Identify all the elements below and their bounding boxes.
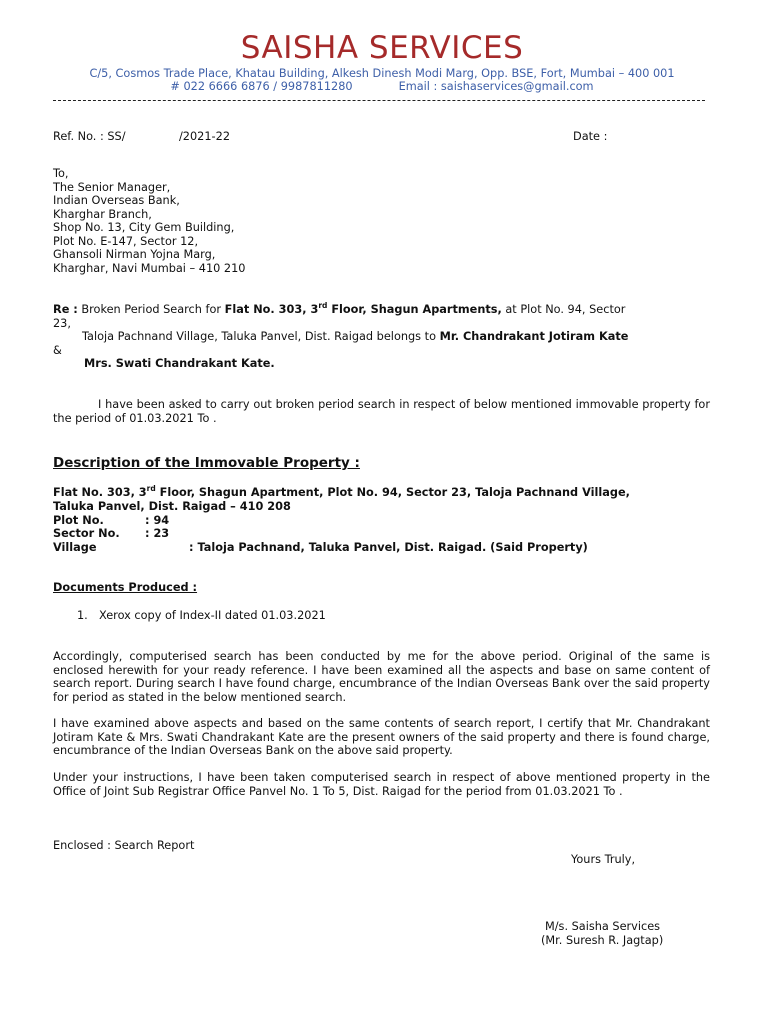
village-label: Village — [53, 541, 97, 554]
recipient-address — [53, 167, 246, 275]
sector-value: : 23 — [145, 527, 170, 540]
recipient-line: Shop No. 13, City Gem Building, — [53, 221, 235, 234]
village-value: : Taloja Pachnand, Taluka Panvel, Dist. Raigad. (Said Property) — [189, 541, 588, 554]
subject-label: Re : — [53, 303, 78, 316]
company-name: SAISHA SERVICES — [240, 30, 524, 66]
subject-ampersand: & — [53, 344, 62, 357]
recipient-line: Kharghar Branch, — [53, 207, 152, 221]
signature-firm: M/s. Saisha Services — [545, 920, 661, 933]
closing-salutation: Yours Truly, — [571, 853, 636, 866]
company-address: C/5, Cosmos Trade Place, Khatau Building, Alkesh Dinesh Modi Marg, Opp. BSE, Fort, Mumbai – 400 001 — [89, 67, 675, 80]
body-paragraph-3: Under your instructions, I have been taken computerised search in respect of above mentioned property in the Office of Joint Sub Registrar Office Panvel No. 1 To 5, Dist. Raigad for the period from 01.03.2021 To . — [53, 771, 710, 798]
recipient-line: Plot No. E-147, Sector 12, — [53, 234, 199, 248]
property-line-2: Taluka Panvel, Dist. Raigad – 410 208 — [53, 500, 291, 513]
company-contact — [0, 80, 764, 93]
documents-heading: Documents Produced : — [53, 581, 198, 594]
company-phone: # 022 6666 6876 / 9987811280 — [170, 80, 353, 93]
subject-line-1: Re : Broken Period Search for Flat No. 303, 3rd Floor, Shagun Apartments, at Plot No. 94, Sector — [53, 301, 626, 316]
enclosed-note: Enclosed : Search Report — [53, 839, 195, 852]
subject-line-2: 23, — [53, 317, 71, 330]
description-heading: Description of the Immovable Property : — [53, 455, 360, 471]
signature-person: (Mr. Suresh R. Jagtap) — [541, 934, 664, 947]
plot-label: Plot No. — [53, 514, 104, 527]
company-email: Email : saishaservices@gmail.com — [398, 80, 594, 93]
body-paragraph-2: I have examined above aspects and based on the same contents of search report, I certify that Mr. Chandrakant Jotiram Kate & Mrs. Swati Chandrakant Kate are the present owners of the said property and there is found charge, encumbrance of the Indian Overseas Bank on the above said property. — [53, 717, 710, 757]
intro-paragraph: I have been asked to carry out broken period search in respect of below mentioned immovable property for the period of 01.03.2021 To . — [53, 398, 710, 425]
body-paragraph-1: Accordingly, computerised search has been conducted by me for the above period. Original of the same is enclosed herewith for your ready reference. I have been examined all the aspects and base on same content of search report. During search I have found charge, encumbrance of the Indian Overseas Bank over the said property for period as stated in the below mentioned search. — [53, 650, 710, 704]
property-line-1: Flat No. 303, 3rd Floor, Shagun Apartment, Plot No. 94, Sector 23, Taloja Pachnand Village, — [53, 484, 630, 499]
subject-line-3: Taloja Pachnand Village, Taluka Panvel, Dist. Raigad belongs to Mr. Chandrakant Jotiram Kate — [82, 330, 629, 343]
plot-value: : 94 — [145, 514, 170, 527]
recipient-line: Indian Overseas Bank, — [53, 194, 180, 207]
document-item: Xerox copy of Index-II dated 01.03.2021 — [99, 609, 326, 622]
document-item-number: 1. — [77, 609, 88, 622]
ref-number-year: /2021-22 — [179, 130, 231, 143]
recipient-line: To, — [53, 167, 69, 180]
recipient-line: Kharghar, Navi Mumbai – 410 210 — [53, 261, 246, 275]
owner-name-1: Mr. Chandrakant Jotiram Kate — [439, 330, 629, 343]
date-label: Date : — [573, 130, 608, 143]
recipient-line: Ghansoli Nirman Yojna Marg, — [53, 248, 216, 261]
letterhead-divider — [53, 100, 705, 101]
sector-label: Sector No. — [53, 527, 120, 540]
owner-name-2: Mrs. Swati Chandrakant Kate. — [84, 357, 275, 370]
recipient-line: The Senior Manager, — [53, 180, 171, 194]
ref-number-label: Ref. No. : SS/ — [53, 130, 126, 143]
